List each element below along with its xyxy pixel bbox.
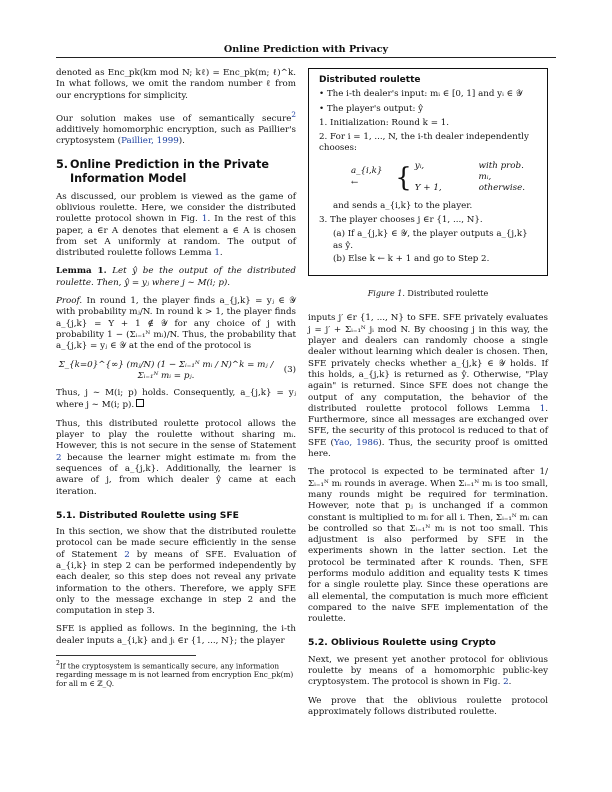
case-value: Y + 1, xyxy=(414,183,442,194)
footnote-marker[interactable]: 2 xyxy=(291,109,296,119)
proof-paragraph xyxy=(56,296,296,352)
case-value: yᵢ, xyxy=(414,160,425,171)
text-run: Next, we present yet another protocol for oblivious roulette by means of a homomorphic public-key cryptosystem. The protocol is shown in Fig. xyxy=(308,654,548,688)
left-column xyxy=(56,68,296,688)
algorithm-output-bullet: • The player's output: ŷ xyxy=(319,103,424,114)
figure-ref-link[interactable]: 2 xyxy=(503,677,509,688)
right-paragraph-2: The protocol is expected to be terminated after 1/Σᵢ₌₁ᴺ mᵢ rounds in average. When Σᵢ₌₁ᴺ mᵢ is too small, many rounds might be required for termination. However, note that pⱼ is unchanged if a common constant is multiplied to mᵢ for all i. Then, Σᵢ₌₁ᴺ mᵢ can be controlled so that Σᵢ₌₁ᴺ mᵢ is not too small. This adjustment is also performed by SFE in the experiments shown in the latter section. Let the protocol be terminated after K rounds. Then, SFE performs modulo addition and equality tests K times for a single roulette play. Since these operations are all elemental, the computation is much more efficient compared to the naive SFE implementation of the roulette. xyxy=(308,467,548,625)
proof-end-text: Thus, j ∼ M(i; p) holds. Consequently, a_{j,k} = yⱼ where j ∼ M(i; p). xyxy=(56,388,296,411)
right-paragraph-4: We prove that the oblivious roulette protocol approximately follows distributed roulette. xyxy=(308,695,548,717)
case-condition: otherwise. xyxy=(478,183,525,194)
section-5-2-heading: 5.2. Oblivious Roulette using Crypto xyxy=(308,637,496,649)
citation-link[interactable]: Paillier, 1999 xyxy=(121,136,179,147)
text-run: by means of SFE. Evaluation of a_{i,k} in step 2 can be performed independently by each dealer, so this step does not reveal any private information to the others. Therefore, we apply SFE only to the message exchange in step 2 and the computation in step 3. xyxy=(56,549,296,617)
right-paragraph-1 xyxy=(308,313,548,460)
caption-text: Distributed roulette xyxy=(404,289,489,299)
lemma-statement: Let ŷ be the output of the distributed roulette. Then, ŷ = yⱼ where j ∼ M(i; p). xyxy=(56,266,296,288)
text-run: In this section, we show that the distributed roulette protocol can be made secure efficiently in the sense of Statement xyxy=(56,527,296,560)
algorithm-step-3: 3. The player chooses j ∈r {1, ..., N}. xyxy=(319,214,483,225)
footnote-number: 2 xyxy=(56,660,60,668)
lemma-label: Lemma 1. xyxy=(56,266,107,277)
section-title-line-1: Online Prediction in the Private xyxy=(70,157,269,171)
statement-ref-link[interactable]: 2 xyxy=(124,549,130,560)
section-5-1-paragraph-1 xyxy=(56,527,296,617)
caption-label: Figure 1. xyxy=(367,289,405,299)
footnote-text: If the cryptosystem is semantically secure, any information regarding message m is not learned from encryption Enc_pk(m) for all m ∈ ℤ_Q. xyxy=(56,661,294,689)
lemma-ref-link[interactable]: 1 xyxy=(539,403,546,414)
left-brace-icon: { xyxy=(395,162,412,193)
algorithm-step-1: 1. Initialization: Round k = 1. xyxy=(319,117,450,128)
section-5-paragraph-2 xyxy=(56,419,296,498)
bullet-text: The i-th dealer's input: mᵢ ∈ [0, 1] and yᵢ ∈ 𝒴 xyxy=(326,89,523,100)
right-paragraph-3 xyxy=(308,655,548,689)
proof-text: In round 1, the player finds a_{j,k} = yⱼ ∈ 𝒴 with probability mⱼ/N. In round k > 1, the player finds a_{j,k} = Y + 1 ∉ 𝒴 for any choice of j with probability 1 − (Σᵢ₌₁ᴺ mᵢ)/N. Thus, the probability that a_{j,k} = yⱼ ∈ 𝒴 at the end of the protocol is xyxy=(56,296,296,352)
footnote-2 xyxy=(56,659,296,688)
proof-conclusion xyxy=(56,388,296,412)
equation-expression: Σ_{k=0}^{∞} (mⱼ/N) (1 − Σᵢ₌₁ᴺ mᵢ / N)^k = mⱼ / Σᵢ₌₁ᴺ mᵢ = pⱼ. xyxy=(58,359,274,381)
lemma-1 xyxy=(56,266,296,289)
running-header: Online Prediction with Privacy xyxy=(56,44,556,58)
algorithm-step-3a: (a) If a_{j,k} ∈ 𝒴, the player outputs a_{j,k} as ŷ. xyxy=(333,229,528,251)
text-run: ). xyxy=(178,136,185,147)
text-run: ). Thus, the security proof is omitted here. xyxy=(308,437,548,460)
citation-link[interactable]: Yao, 1986 xyxy=(333,437,379,448)
intro-paragraph-1: denoted as Enc_pk(km mod N; kℓ) = Enc_pk(m; ℓ)^k. In what follows, we omit the random number ℓ from our encryptions for simplicity. xyxy=(56,68,296,101)
case-lhs: a_{i,k} ← xyxy=(351,166,383,188)
text-run: because the learner might estimate mᵢ from the sequences of a_{j,k}. Additionally, the learner is aware of j, from which dealer ŷ came at each iteration. xyxy=(56,452,296,497)
intro-paragraph-2 xyxy=(56,109,296,148)
case-row-2 xyxy=(415,183,539,194)
equation-number: (3) xyxy=(283,365,296,376)
section-5-1-heading: 5.1. Distributed Roulette using SFE xyxy=(56,509,239,521)
figure-1-caption xyxy=(308,288,548,299)
algorithm-input-bullet: • The i-th dealer's input: mᵢ ∈ [0, 1] and yᵢ ∈ 𝒴 xyxy=(319,89,523,100)
algorithm-step-3b: (b) Else k ← k + 1 and go to Step 2. xyxy=(333,253,490,264)
section-number: 5. xyxy=(56,157,69,171)
section-5-1-paragraph-2: SFE is applied as follows. In the beginning, the i-th dealer inputs a_{i,k} and jᵢ ∈r {1, ..., N}; the player xyxy=(56,624,296,646)
figure-ref-link[interactable]: 1 xyxy=(201,214,208,225)
bullet-text: The player's output: ŷ xyxy=(326,103,424,114)
algorithm-case-expression xyxy=(351,161,539,195)
right-column xyxy=(308,68,548,725)
algorithm-step-2: 2. For i = 1, ..., N, the i-th dealer independently chooses: xyxy=(319,132,529,154)
algorithm-step-2-end: and sends a_{i,k} to the player. xyxy=(333,200,473,211)
text-run: . In the rest of this paper, a ∈r A denotes that element a ∈ A is chosen from set A uniformly at random. The output of distributed roulette follows Lemma xyxy=(56,214,296,259)
equation-3 xyxy=(56,360,296,383)
text-run: Our solution makes use of semantically secure xyxy=(56,113,292,124)
text-run: . xyxy=(508,677,512,688)
qed-box-icon xyxy=(136,399,144,407)
figure-1-algorithm-box xyxy=(308,68,548,276)
algorithm-title: Distributed roulette xyxy=(319,75,421,85)
text-run: Thus, this distributed roulette protocol allows the player to play the roulette without sharing mᵢ. However, this is not secure in the sense of Statement xyxy=(56,418,296,452)
text-run: additively homomorphic encryption, such as Paillier's cryptosystem ( xyxy=(56,125,296,147)
lemma-ref-link[interactable]: 1 xyxy=(214,248,220,259)
case-row-1 xyxy=(415,161,539,184)
section-5-heading xyxy=(56,158,296,186)
text-run: . xyxy=(219,248,223,259)
statement-ref-link[interactable]: 2 xyxy=(56,452,62,463)
text-run: As discussed, our problem is viewed as the game of oblivious roulette. Here, we consider the distributed roulette protocol shown in Fig. xyxy=(56,191,296,225)
section-5-paragraph-1 xyxy=(56,192,296,260)
text-run: . Furthermore, since all messages are exchanged over SFE, the security of this protocol is reduced to that of SFE ( xyxy=(308,403,548,448)
proof-label: Proof. xyxy=(56,296,83,307)
text-run: inputs j′ ∈r {1, ..., N} to SFE. SFE privately evaluates j = j′ + Σᵢ₌₁ᴺ jᵢ mod N. By choosing j in this way, the player and dealers can randomly choose a single dealer without learning which dealer is chosen. Then, SFE privately checks whether a_{j,k} ∈ 𝒴 holds. If this holds, a_{j,k} is returned as ŷ. Otherwise, "Play again" is returned. Since SFE does not change the output of any computation, the behavior of the distributed roulette protocol follows Lemma xyxy=(308,313,548,414)
section-title-line-2: Information Model xyxy=(70,171,187,185)
case-condition: with prob. mᵢ, xyxy=(478,160,524,183)
